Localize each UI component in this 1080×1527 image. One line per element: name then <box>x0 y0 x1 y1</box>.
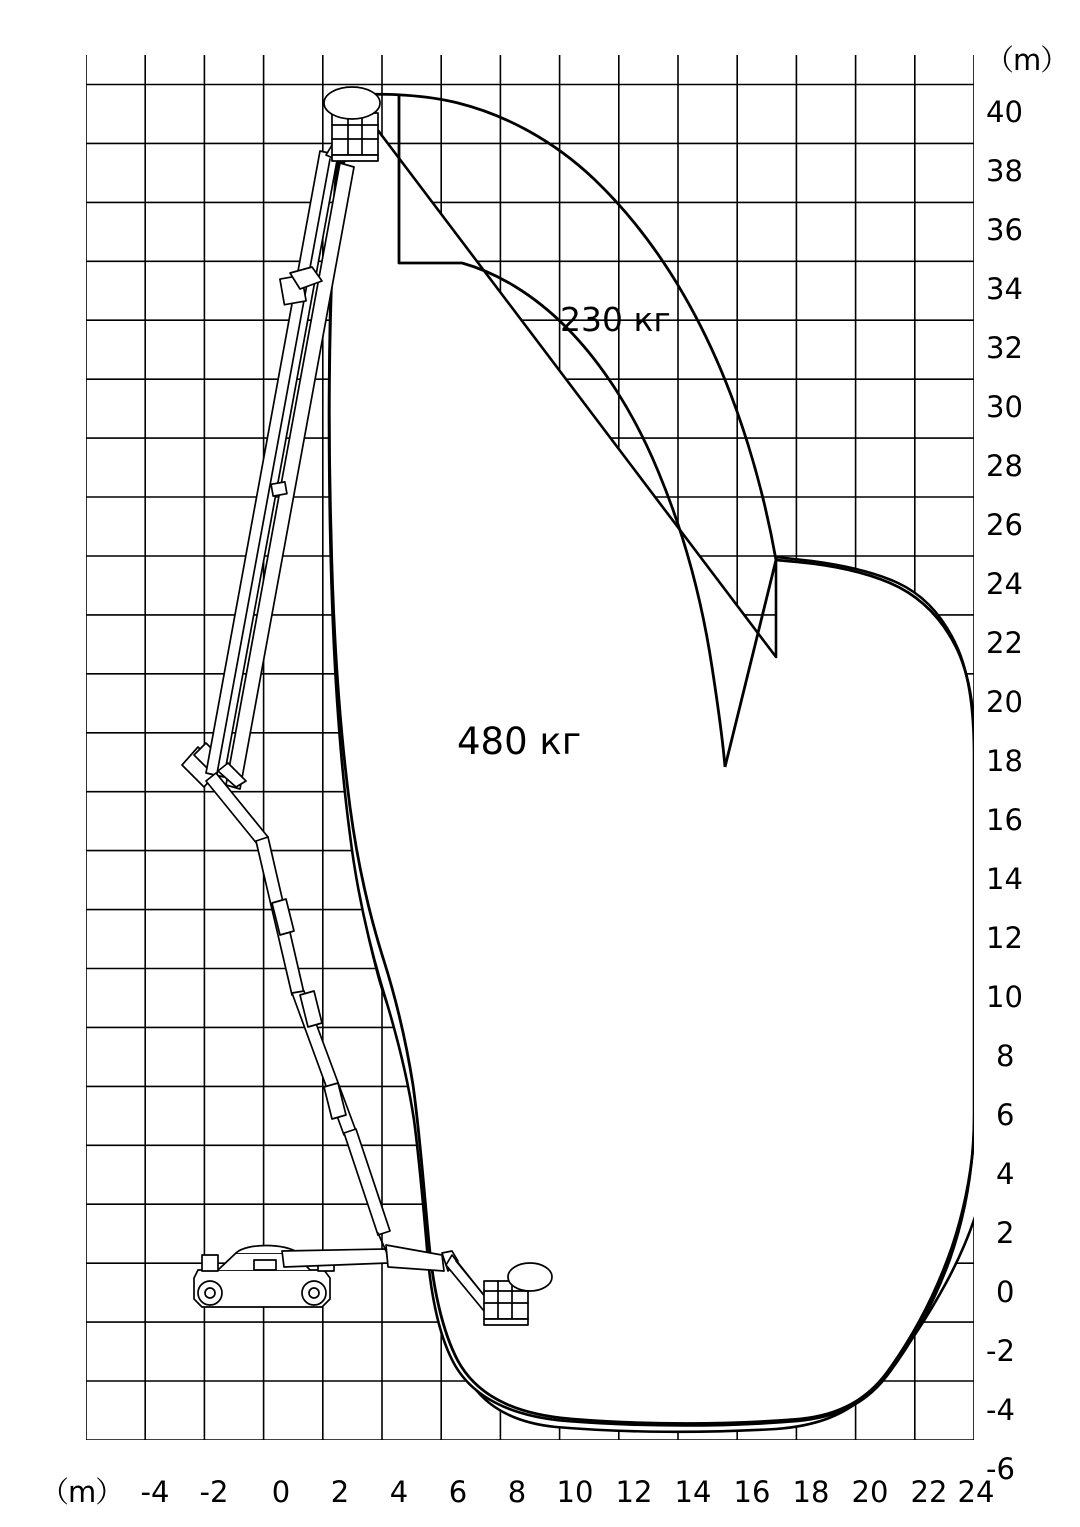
annotation-480kg: 480 кг <box>457 720 582 763</box>
y-tick-18: 18 <box>986 744 1023 778</box>
y-tick-12: 12 <box>986 921 1023 955</box>
y-tick-38: 38 <box>986 154 1023 188</box>
x-tick-6: 6 <box>448 1475 468 1509</box>
y-tick-10: 10 <box>986 980 1023 1014</box>
y-tick-30: 30 <box>986 390 1023 424</box>
y-tick-24: 24 <box>986 567 1023 601</box>
y-tick-16: 16 <box>986 803 1023 837</box>
y-tick-2: 2 <box>996 1216 1015 1250</box>
x-tick-minus2: -2 <box>199 1475 229 1509</box>
y-tick-26: 26 <box>986 508 1023 542</box>
y-tick-8: 8 <box>996 1039 1015 1073</box>
y-tick-0: 0 <box>996 1275 1015 1309</box>
x-axis-unit: （m） <box>40 1475 124 1509</box>
y-tick-36: 36 <box>986 213 1023 247</box>
x-tick-2: 2 <box>330 1475 350 1509</box>
y-tick-40: 40 <box>986 95 1023 129</box>
annotation-230kg: 230 кг <box>560 300 671 339</box>
x-tick-minus4: -4 <box>140 1475 170 1509</box>
x-tick-18: 18 <box>792 1475 830 1509</box>
x-tick-8: 8 <box>507 1475 527 1509</box>
y-tick-6: 6 <box>996 1098 1015 1132</box>
basket-raised <box>324 87 380 161</box>
x-tick-4: 4 <box>389 1475 409 1509</box>
envelope-480kg-outline <box>329 96 974 1426</box>
x-tick-0: 0 <box>271 1475 291 1509</box>
x-tick-22: 22 <box>910 1475 948 1509</box>
x-tick-24: 24 <box>957 1475 995 1509</box>
y-tick-minus6: -6 <box>986 1452 1015 1486</box>
x-tick-14: 14 <box>674 1475 712 1509</box>
y-tick-4: 4 <box>996 1157 1015 1191</box>
x-tick-12: 12 <box>615 1475 653 1509</box>
y-tick-28: 28 <box>986 449 1023 483</box>
y-tick-14: 14 <box>986 862 1023 896</box>
x-tick-16: 16 <box>733 1475 771 1509</box>
y-tick-22: 22 <box>986 626 1023 660</box>
y-tick-minus2: -2 <box>986 1334 1015 1368</box>
y-tick-32: 32 <box>986 331 1023 365</box>
y-tick-20: 20 <box>986 685 1023 719</box>
x-tick-10: 10 <box>556 1475 594 1509</box>
y-tick-minus4: -4 <box>986 1393 1015 1427</box>
y-tick-34: 34 <box>986 272 1023 306</box>
x-tick-20: 20 <box>851 1475 889 1509</box>
y-axis-unit: （m） <box>985 43 1069 77</box>
